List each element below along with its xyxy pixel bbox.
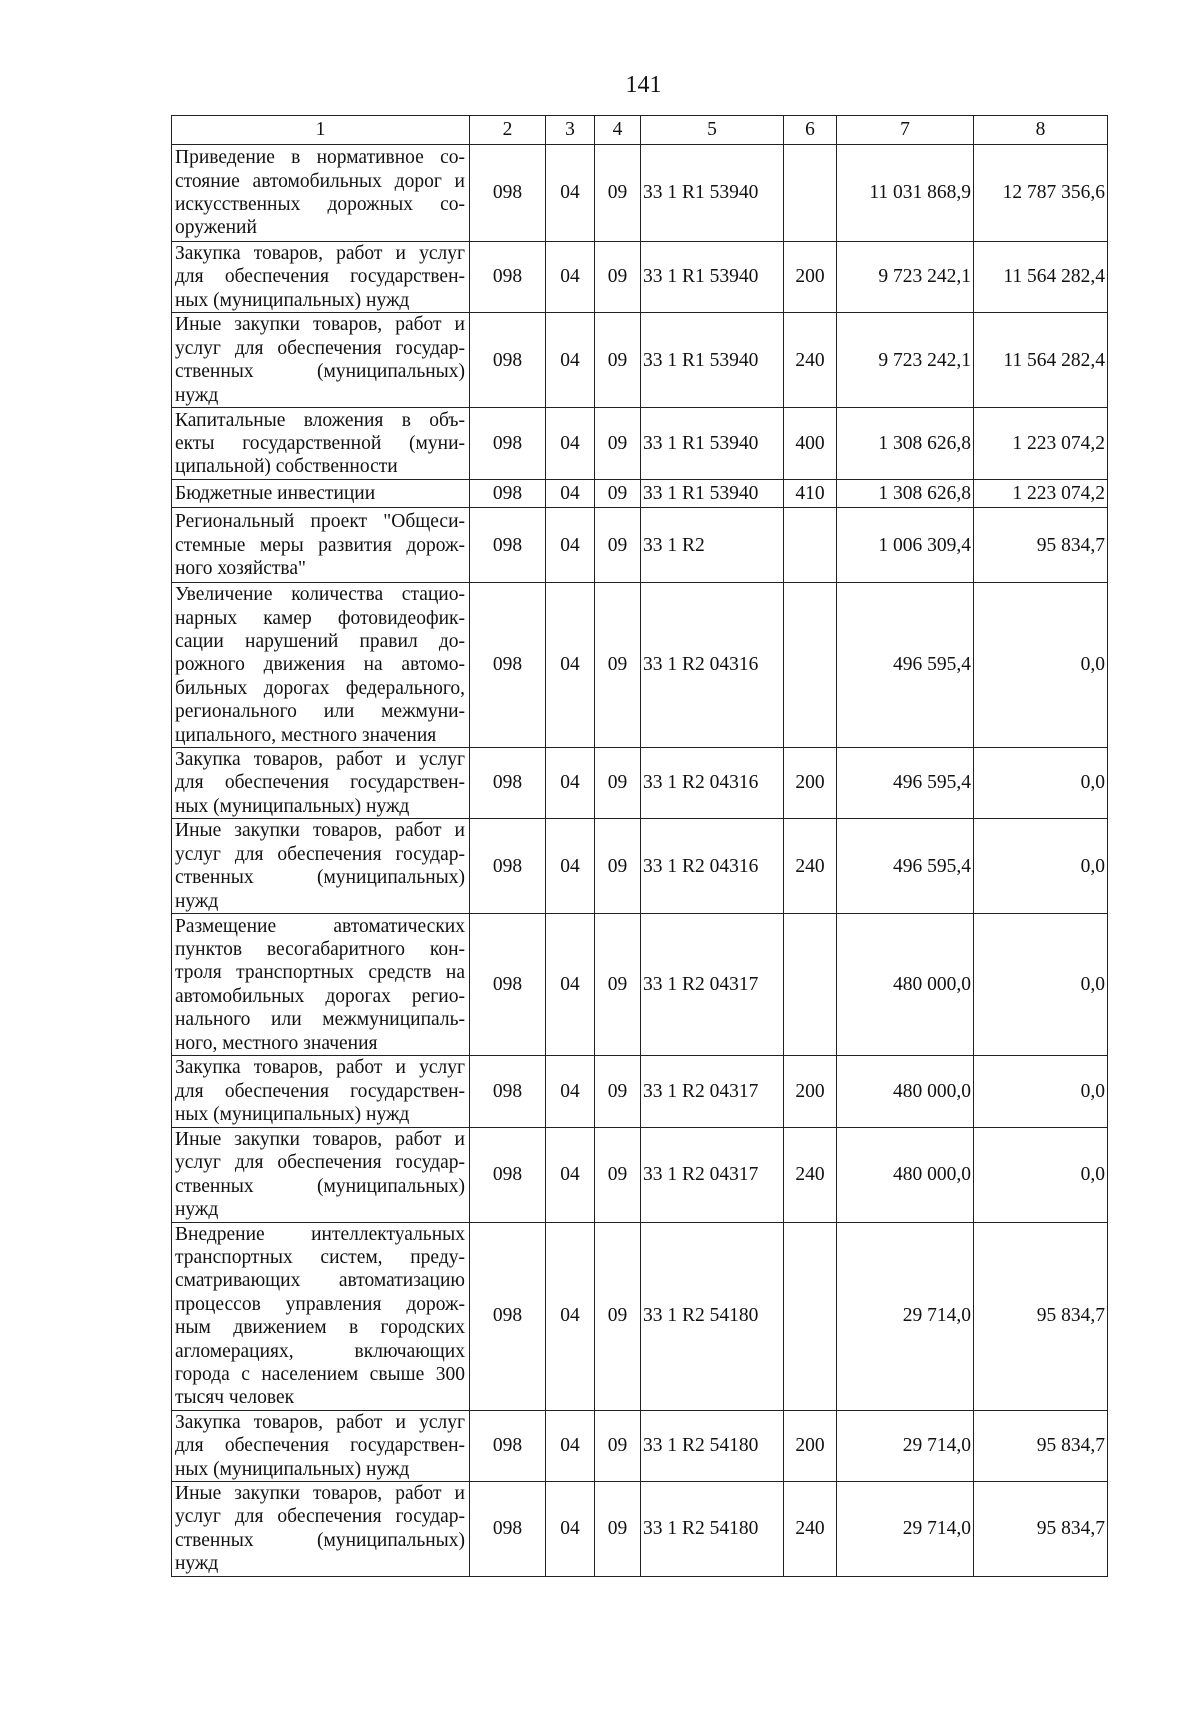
description-line: стояние автомобильных дорог и — [175, 170, 465, 192]
amount-col8: 11 564 282,4 — [974, 242, 1108, 313]
description-line: ципальной) собственности — [175, 456, 398, 478]
expense-type-code: 200 — [784, 242, 837, 313]
target-article-code: 33 1 R2 54180 — [641, 1222, 784, 1410]
description-line: Капитальные вложения в объ- — [175, 409, 465, 431]
description-line: агломерациях, включающих — [175, 1340, 465, 1362]
description-line: рожного движения на автомо- — [175, 654, 465, 676]
amount-col7: 496 595,4 — [837, 748, 974, 819]
header-cell: 3 — [546, 116, 595, 145]
amount-col7: 496 595,4 — [837, 819, 974, 914]
description-line: ственных (муниципальных) — [175, 1175, 465, 1197]
section-code: 04 — [546, 480, 595, 508]
expense-type-code: 200 — [784, 1410, 837, 1481]
description-line: Внедрение интеллектуальных — [175, 1223, 465, 1245]
table-row — [172, 242, 1108, 313]
table-row — [172, 748, 1108, 819]
table-header-row — [172, 116, 1108, 145]
section-code: 04 — [546, 1481, 595, 1576]
ministry-code: 098 — [470, 914, 546, 1056]
target-article-code: 33 1 R2 54180 — [641, 1410, 784, 1481]
description-line: стемные меры развития дорож- — [175, 534, 465, 556]
subsection-code: 09 — [595, 508, 641, 583]
description-line: троля транспортных средств на — [175, 962, 465, 984]
expense-type-code: 240 — [784, 819, 837, 914]
description-line: сации нарушений правил до- — [175, 631, 465, 653]
target-article-code: 33 1 R1 53940 — [641, 145, 784, 242]
header-cell: 6 — [784, 116, 837, 145]
table-row — [172, 1410, 1108, 1481]
ministry-code: 098 — [470, 313, 546, 408]
header-cell: 5 — [641, 116, 784, 145]
ministry-code: 098 — [470, 1056, 546, 1127]
amount-col7: 496 595,4 — [837, 583, 974, 748]
section-code: 04 — [546, 508, 595, 583]
amount-col8: 1 223 074,2 — [974, 480, 1108, 508]
subsection-code: 09 — [595, 1481, 641, 1576]
target-article-code: 33 1 R2 04317 — [641, 1056, 784, 1127]
subsection-code: 09 — [595, 583, 641, 748]
amount-col8: 1 223 074,2 — [974, 408, 1108, 480]
expense-type-code — [784, 1222, 837, 1410]
row-description — [172, 819, 470, 914]
subsection-code: 09 — [595, 748, 641, 819]
expense-type-code: 240 — [784, 313, 837, 408]
target-article-code: 33 1 R1 53940 — [641, 408, 784, 480]
ministry-code: 098 — [470, 819, 546, 914]
amount-col8: 0,0 — [974, 1056, 1108, 1127]
ministry-code: 098 — [470, 145, 546, 242]
row-description — [172, 1481, 470, 1576]
target-article-code: 33 1 R2 04317 — [641, 1127, 784, 1222]
table-row — [172, 914, 1108, 1056]
description-line: оружений — [175, 217, 257, 239]
row-description — [172, 748, 470, 819]
target-article-code: 33 1 R2 54180 — [641, 1481, 784, 1576]
expense-type-code — [784, 145, 837, 242]
amount-col7: 29 714,0 — [837, 1481, 974, 1576]
ministry-code: 098 — [470, 748, 546, 819]
description-line: услуг для обеспечения государ- — [175, 337, 465, 359]
section-code: 04 — [546, 1410, 595, 1481]
description-line: Иные закупки товаров, работ и — [175, 820, 465, 842]
ministry-code: 098 — [470, 508, 546, 583]
description-line: нужд — [175, 1553, 219, 1575]
description-line: екты государственной (муни- — [175, 433, 465, 455]
row-description — [172, 1127, 470, 1222]
ministry-code: 098 — [470, 242, 546, 313]
amount-col7: 480 000,0 — [837, 1127, 974, 1222]
target-article-code: 33 1 R2 04316 — [641, 583, 784, 748]
amount-col8: 0,0 — [974, 748, 1108, 819]
amount-col7: 1 006 309,4 — [837, 508, 974, 583]
description-line: нужд — [175, 890, 219, 912]
description-line: ных (муниципальных) нужд — [175, 1104, 410, 1126]
description-line: Бюджетные инвестиции — [175, 483, 376, 505]
table-row — [172, 145, 1108, 242]
amount-col8: 0,0 — [974, 819, 1108, 914]
ministry-code: 098 — [470, 1127, 546, 1222]
description-line: услуг для обеспечения государ- — [175, 1152, 465, 1174]
amount-col8: 0,0 — [974, 583, 1108, 748]
ministry-code: 098 — [470, 583, 546, 748]
description-line: автомобильных дорогах регио- — [175, 985, 465, 1007]
description-line: нального или межмуниципаль- — [175, 1009, 465, 1031]
table-row — [172, 1222, 1108, 1410]
target-article-code: 33 1 R2 04316 — [641, 819, 784, 914]
description-line: услуг для обеспечения государ- — [175, 843, 465, 865]
description-line: нужд — [175, 384, 219, 406]
row-description — [172, 145, 470, 242]
description-line: ного, местного значения — [175, 1032, 378, 1054]
amount-col7: 480 000,0 — [837, 1056, 974, 1127]
description-line: Приведение в нормативное со- — [175, 147, 465, 169]
expense-type-code: 240 — [784, 1481, 837, 1576]
row-description — [172, 1410, 470, 1481]
section-code: 04 — [546, 242, 595, 313]
header-cell: 1 — [172, 116, 470, 145]
amount-col8: 12 787 356,6 — [974, 145, 1108, 242]
expense-type-code — [784, 583, 837, 748]
description-line: сматривающих автоматизацию — [175, 1270, 465, 1292]
description-line: тысяч человек — [175, 1387, 295, 1409]
target-article-code: 33 1 R1 53940 — [641, 313, 784, 408]
header-cell: 2 — [470, 116, 546, 145]
subsection-code: 09 — [595, 242, 641, 313]
section-code: 04 — [546, 748, 595, 819]
row-description — [172, 1222, 470, 1410]
subsection-code: 09 — [595, 1222, 641, 1410]
row-description — [172, 583, 470, 748]
row-description — [172, 480, 470, 508]
section-code: 04 — [546, 313, 595, 408]
row-description — [172, 242, 470, 313]
description-line: Иные закупки товаров, работ и — [175, 1482, 465, 1504]
target-article-code: 33 1 R2 — [641, 508, 784, 583]
description-line: ных (муниципальных) нужд — [175, 289, 410, 311]
description-line: города с населением свыше 300 — [175, 1363, 465, 1385]
row-description — [172, 408, 470, 480]
expense-type-code — [784, 914, 837, 1056]
amount-col7: 480 000,0 — [837, 914, 974, 1056]
description-line: ного хозяйства" — [175, 557, 306, 579]
subsection-code: 09 — [595, 313, 641, 408]
table-row — [172, 819, 1108, 914]
subsection-code: 09 — [595, 914, 641, 1056]
page-number: 141 — [625, 72, 662, 98]
description-line: ным движением в городских — [175, 1317, 465, 1339]
subsection-code: 09 — [595, 1056, 641, 1127]
expense-type-code: 400 — [784, 408, 837, 480]
ministry-code: 098 — [470, 408, 546, 480]
expense-type-code: 200 — [784, 1056, 837, 1127]
target-article-code: 33 1 R2 04317 — [641, 914, 784, 1056]
table-row — [172, 313, 1108, 408]
expense-type-code — [784, 508, 837, 583]
description-line: пунктов весогабаритного кон- — [175, 938, 465, 960]
description-line: Иные закупки товаров, работ и — [175, 1128, 465, 1150]
section-code: 04 — [546, 1056, 595, 1127]
amount-col8: 0,0 — [974, 914, 1108, 1056]
section-code: 04 — [546, 408, 595, 480]
section-code: 04 — [546, 819, 595, 914]
description-line: процессов управления дорож- — [175, 1293, 465, 1315]
description-line: нарных камер фотовидеофик- — [175, 607, 465, 629]
description-line: для обеспечения государствен- — [175, 1435, 465, 1457]
description-line: для обеспечения государствен- — [175, 772, 465, 794]
section-code: 04 — [546, 914, 595, 1056]
target-article-code: 33 1 R2 04316 — [641, 748, 784, 819]
section-code: 04 — [546, 145, 595, 242]
budget-table — [171, 115, 1108, 1577]
section-code: 04 — [546, 583, 595, 748]
amount-col8: 11 564 282,4 — [974, 313, 1108, 408]
description-line: Закупка товаров, работ и услуг — [175, 1411, 465, 1433]
description-line: Региональный проект "Общеси- — [175, 511, 465, 533]
amount-col7: 29 714,0 — [837, 1410, 974, 1481]
description-line: ципального, местного значения — [175, 724, 437, 746]
subsection-code: 09 — [595, 408, 641, 480]
table-row — [172, 1056, 1108, 1127]
description-line: услуг для обеспечения государ- — [175, 1506, 465, 1528]
description-line: Закупка товаров, работ и услуг — [175, 749, 465, 771]
row-description — [172, 914, 470, 1056]
subsection-code: 09 — [595, 1410, 641, 1481]
amount-col7: 9 723 242,1 — [837, 242, 974, 313]
section-code: 04 — [546, 1222, 595, 1410]
description-line: Иные закупки товаров, работ и — [175, 314, 465, 336]
amount-col7: 1 308 626,8 — [837, 480, 974, 508]
description-line: ственных (муниципальных) — [175, 867, 465, 889]
section-code: 04 — [546, 1127, 595, 1222]
description-line: Закупка товаров, работ и услуг — [175, 243, 465, 264]
expense-type-code: 240 — [784, 1127, 837, 1222]
ministry-code: 098 — [470, 1222, 546, 1410]
description-line: транспортных систем, преду- — [175, 1246, 465, 1268]
description-line: для обеспечения государствен- — [175, 1080, 465, 1102]
expense-type-code: 410 — [784, 480, 837, 508]
description-line: искусственных дорожных со- — [175, 194, 465, 215]
amount-col8: 95 834,7 — [974, 508, 1108, 583]
row-description — [172, 1056, 470, 1127]
description-line: ных (муниципальных) нужд — [175, 1458, 410, 1480]
ministry-code: 098 — [470, 1410, 546, 1481]
table-row — [172, 583, 1108, 748]
table-row — [172, 408, 1108, 480]
amount-col8: 95 834,7 — [974, 1481, 1108, 1576]
description-line: нужд — [175, 1198, 219, 1220]
table-row — [172, 508, 1108, 583]
description-line: Размещение автоматических — [175, 915, 465, 937]
amount-col8: 95 834,7 — [974, 1222, 1108, 1410]
target-article-code: 33 1 R1 53940 — [641, 242, 784, 313]
ministry-code: 098 — [470, 480, 546, 508]
expense-type-code: 200 — [784, 748, 837, 819]
amount-col7: 29 714,0 — [837, 1222, 974, 1410]
subsection-code: 09 — [595, 1127, 641, 1222]
description-line: бильных дорогах федерального, — [175, 677, 465, 699]
row-description — [172, 313, 470, 408]
description-line: для обеспечения государствен- — [175, 266, 465, 288]
table-row — [172, 1481, 1108, 1576]
target-article-code: 33 1 R1 53940 — [641, 480, 784, 508]
description-line: Закупка товаров, работ и услуг — [175, 1057, 465, 1079]
description-line: ственных (муниципальных) — [175, 361, 465, 383]
header-cell: 7 — [837, 116, 974, 145]
header-cell: 4 — [595, 116, 641, 145]
ministry-code: 098 — [470, 1481, 546, 1576]
description-line: Увеличение количества стацио- — [175, 584, 465, 606]
header-cell: 8 — [974, 116, 1108, 145]
description-line: регионального или межмуни- — [175, 701, 465, 723]
amount-col8: 0,0 — [974, 1127, 1108, 1222]
table-row — [172, 480, 1108, 508]
table-row — [172, 1127, 1108, 1222]
description-line: ных (муниципальных) нужд — [175, 795, 410, 817]
subsection-code: 09 — [595, 145, 641, 242]
subsection-code: 09 — [595, 480, 641, 508]
description-line: ственных (муниципальных) — [175, 1529, 465, 1551]
amount-col7: 1 308 626,8 — [837, 408, 974, 480]
amount-col8: 95 834,7 — [974, 1410, 1108, 1481]
amount-col7: 11 031 868,9 — [837, 145, 974, 242]
row-description — [172, 508, 470, 583]
amount-col7: 9 723 242,1 — [837, 313, 974, 408]
subsection-code: 09 — [595, 819, 641, 914]
